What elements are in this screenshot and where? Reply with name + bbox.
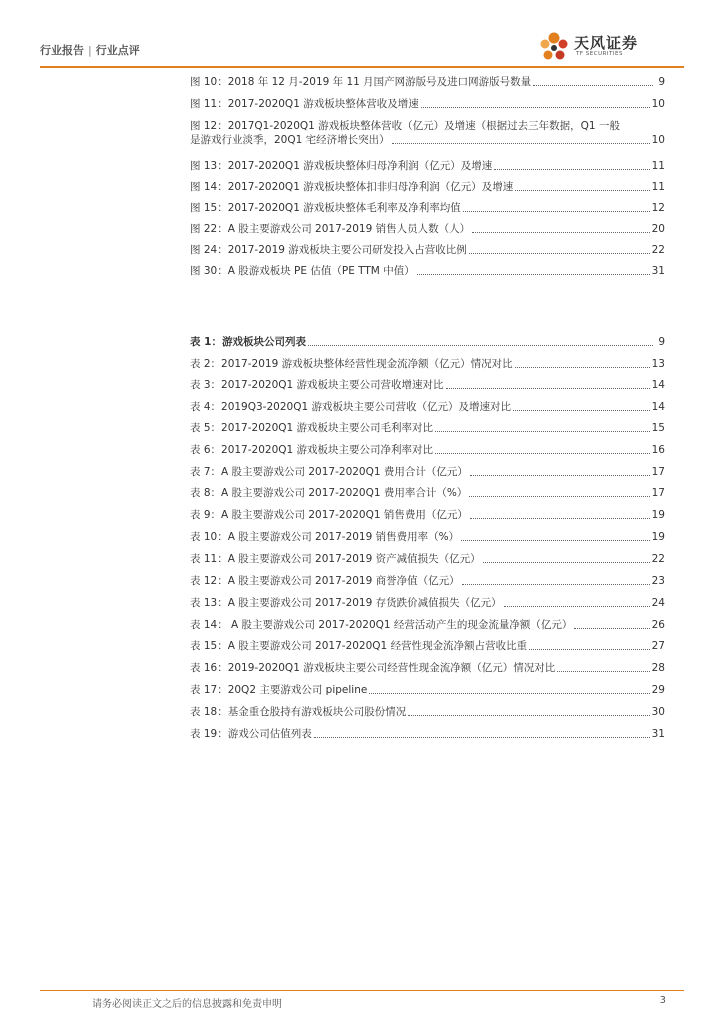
toc-entry-table-1[interactable]	[190, 330, 665, 349]
leader-dots	[417, 274, 650, 275]
toc-entry-label: 图 13：2017-2020Q1 游戏板块整体归母净利润（亿元）及增速	[190, 160, 493, 172]
toc-page-number: 12	[651, 202, 665, 214]
leader-dots	[461, 540, 650, 541]
report-subtype: 行业点评	[95, 44, 140, 57]
toc-page-number: 23	[651, 575, 665, 587]
toc-entry-label: 图 22：A 股主要游戏公司 2017-2019 销售人员人数（人）	[190, 223, 471, 235]
toc-entry-figure-22[interactable]	[190, 215, 665, 236]
toc-page-number: 22	[651, 553, 665, 565]
header-separator: |	[88, 44, 92, 57]
leader-dots	[446, 388, 650, 389]
toc-entry-label: 表 6：2017-2020Q1 游戏板块主要公司净利率对比	[190, 444, 434, 456]
toc-page-number: 13	[651, 358, 665, 370]
leader-dots	[435, 453, 650, 454]
leader-dots	[308, 345, 653, 346]
toc-entry-table-5[interactable]	[190, 414, 665, 435]
figure-list	[190, 69, 665, 278]
toc-entry-table-10[interactable]	[190, 522, 665, 544]
toc-entry-figure-11[interactable]	[190, 89, 665, 111]
leader-dots	[408, 715, 649, 716]
toc-page-number: 20	[651, 223, 665, 235]
toc-page-number: 11	[651, 181, 665, 193]
leader-dots	[515, 367, 650, 368]
leader-dots	[470, 475, 650, 476]
toc-entry-label: 表 12：A 股主要游戏公司 2017-2019 商誉净值（亿元）	[190, 575, 460, 587]
toc-entry-label: 表 7：A 股主要游戏公司 2017-2020Q1 费用合计（亿元）	[190, 466, 468, 478]
toc-entry-table-12[interactable]	[190, 566, 665, 588]
toc-page-number: 19	[651, 509, 665, 521]
logo-subtitle: TF SECURITIES	[576, 51, 623, 57]
leader-dots	[469, 253, 650, 254]
leader-dots	[515, 190, 649, 191]
leader-dots	[463, 211, 650, 212]
toc-page-number: 16	[651, 444, 665, 456]
toc-entry-label: 表 19：游戏公司估值列表	[190, 728, 312, 740]
toc-entry-table-14[interactable]	[190, 610, 665, 632]
toc-entry-figure-12[interactable]	[190, 111, 665, 147]
toc-entry-label: 表 11：A 股主要游戏公司 2017-2019 资产减值损失（亿元）	[190, 553, 481, 565]
toc-entry-label: 表 2：2017-2019 游戏板块整体经营性现金流净额（亿元）情况对比	[190, 358, 513, 370]
toc-entry-figure-14[interactable]	[190, 173, 665, 194]
toc-page-number: 19	[651, 531, 665, 543]
toc-entry-figure-30[interactable]	[190, 257, 665, 278]
toc-entry-table-9[interactable]	[190, 500, 665, 522]
toc-entry-label: 图 10：2018 年 12 月-2019 年 11 月国产网游版号及进口网游版号数量	[190, 76, 532, 88]
flower-logo-icon	[536, 30, 572, 64]
toc-entry-label: 表 15：A 股主要游戏公司 2017-2020Q1 经营性现金流净额占营收比重	[190, 640, 528, 652]
toc-page-number: 31	[651, 728, 665, 740]
toc-entry-table-4[interactable]	[190, 392, 665, 414]
toc-page-number: 10	[651, 98, 665, 110]
toc-entry-table-16[interactable]	[190, 653, 665, 675]
report-category	[40, 42, 140, 58]
toc-entry-table-8[interactable]	[190, 479, 665, 500]
toc-entry-table-3[interactable]	[190, 371, 665, 392]
toc-entry-table-7[interactable]	[190, 457, 665, 479]
toc-entry-label: 图 30：A 股游戏板块 PE 估值（PE TTM 中值）	[190, 265, 415, 277]
toc-entry-label: 表 17：20Q2 主要游戏公司 pipeline	[190, 684, 368, 696]
toc-page-number: 29	[651, 684, 665, 696]
toc-page-number: 11	[651, 160, 665, 172]
header-divider	[40, 66, 684, 68]
toc-entry-table-17[interactable]	[190, 675, 665, 697]
toc-page-number: 14	[651, 401, 665, 413]
leader-dots	[314, 737, 650, 738]
leader-dots	[469, 496, 649, 497]
toc-page-number: 31	[651, 265, 665, 277]
table-list	[190, 330, 665, 741]
toc-page-number: 24	[651, 597, 665, 609]
toc-entry-table-2[interactable]	[190, 349, 665, 371]
toc-entry-label: 图 15：2017-2020Q1 游戏板块整体毛利率及净利率均值	[190, 202, 461, 214]
leader-dots	[494, 169, 649, 170]
toc-entry-table-19[interactable]	[190, 719, 665, 741]
toc-page-number: 17	[651, 487, 665, 499]
toc-page-number: 14	[651, 379, 665, 391]
footer-disclaimer: 请务必阅读正文之后的信息披露和免责申明	[92, 999, 282, 1010]
toc-entry-label: 表 14： A 股主要游戏公司 2017-2020Q1 经营活动产生的现金流量净额（亿元）	[190, 619, 573, 631]
toc-entry-label: 表 5：2017-2020Q1 游戏板块主要公司毛利率对比	[190, 422, 434, 434]
footer-page-number: 3	[659, 995, 666, 1006]
toc-page-number: 9	[658, 336, 665, 348]
toc-page-number: 27	[651, 640, 665, 652]
toc-entry-line2	[190, 133, 665, 147]
toc-entry-label: 表 4：2019Q3-2020Q1 游戏板块主要公司营收（亿元）及增速对比	[190, 401, 511, 413]
toc-page-number: 10	[651, 134, 665, 146]
toc-entry-table-18[interactable]	[190, 697, 665, 719]
toc-page-number: 9	[658, 76, 665, 88]
toc-entry-table-6[interactable]	[190, 435, 665, 457]
leader-dots	[462, 584, 650, 585]
leader-dots	[557, 671, 649, 672]
toc-entry-table-15[interactable]	[190, 632, 665, 653]
toc-entry-label: 表 1：游戏板块公司列表	[190, 336, 306, 348]
toc-entry-label: 表 9：A 股主要游戏公司 2017-2020Q1 销售费用（亿元）	[190, 509, 468, 521]
toc-page-number: 28	[651, 662, 665, 674]
toc-page-number: 22	[651, 244, 665, 256]
toc-page-number: 15	[651, 422, 665, 434]
leader-dots	[504, 606, 650, 607]
toc-entry-table-13[interactable]	[190, 588, 665, 610]
leader-dots	[421, 107, 650, 108]
toc-entry-label: 表 10：A 股主要游戏公司 2017-2019 销售费用率（%）	[190, 531, 460, 543]
toc-entry-label: 图 24：2017-2019 游戏板块主要公司研发投入占营收比例	[190, 244, 467, 256]
toc-entry-label: 表 18：基金重仓股持有游戏板块公司股份情况	[190, 706, 407, 718]
report-type: 行业报告	[40, 44, 84, 57]
leader-dots	[529, 649, 650, 650]
toc-entry-label: 表 13：A 股主要游戏公司 2017-2019 存货跌价减值损失（亿元）	[190, 597, 502, 609]
toc-entry-figure-24[interactable]	[190, 236, 665, 257]
toc-entry-label: 图 12：2017Q1-2020Q1 游戏板块整体营收（亿元）及增速（根据过去三年数据，Q1 一般	[190, 120, 620, 132]
toc-page-number: 30	[651, 706, 665, 718]
toc-entry-label: 图 14：2017-2020Q1 游戏板块整体扣非归母净利润（亿元）及增速	[190, 181, 514, 193]
leader-dots	[392, 143, 650, 144]
toc-entry-figure-13[interactable]	[190, 147, 665, 173]
leader-dots	[574, 628, 649, 629]
leader-dots	[513, 410, 650, 411]
toc-entry-label-continued: 是游戏行业淡季，20Q1 宅经济增长突出）	[190, 134, 390, 146]
toc-entry-line1	[190, 119, 665, 133]
footer-divider	[40, 990, 684, 991]
toc-page-number: 17	[651, 466, 665, 478]
leader-dots	[435, 431, 650, 432]
toc-entry-figure-15[interactable]	[190, 194, 665, 215]
leader-dots	[483, 562, 650, 563]
leader-dots	[472, 232, 649, 233]
toc-entry-label: 表 3：2017-2020Q1 游戏板块主要公司营收增速对比	[190, 379, 444, 391]
toc-entry-figure-10[interactable]	[190, 69, 665, 89]
toc-entry-table-11[interactable]	[190, 544, 665, 566]
leader-dots	[369, 693, 649, 694]
toc-entry-label: 图 11：2017-2020Q1 游戏板块整体营收及增速	[190, 98, 419, 110]
toc-page-number: 26	[651, 619, 665, 631]
logo-wordmark: 天风证券	[574, 34, 639, 52]
leader-dots	[533, 85, 653, 86]
company-logo	[536, 30, 676, 64]
toc-entry-label: 表 16：2019-2020Q1 游戏板块主要公司经营性现金流净额（亿元）情况对比	[190, 662, 556, 674]
leader-dots	[470, 518, 650, 519]
page-header	[40, 36, 684, 66]
toc-entry-label: 表 8：A 股主要游戏公司 2017-2020Q1 费用率合计（%）	[190, 487, 468, 499]
